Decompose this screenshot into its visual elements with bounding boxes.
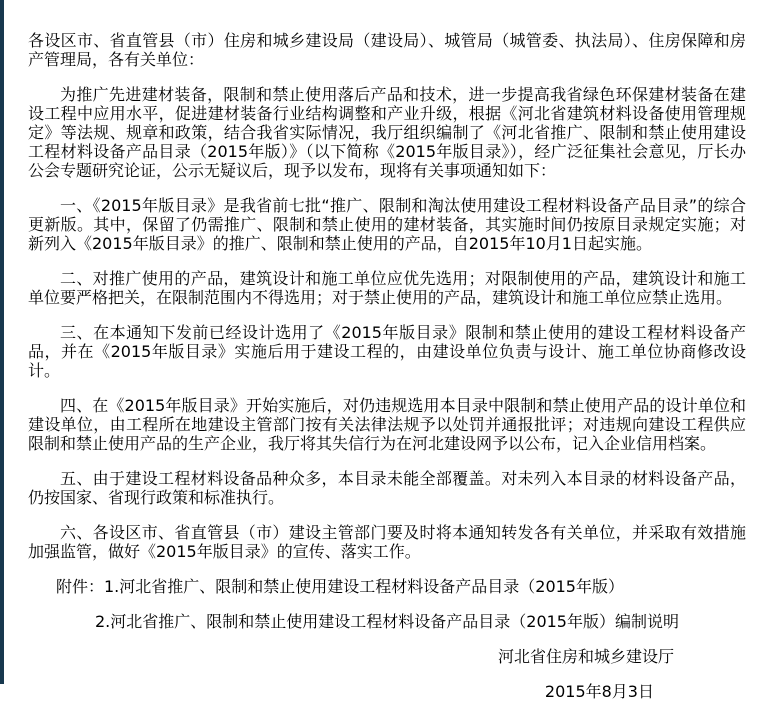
intro-paragraph: 为推广先进建材装备，限制和禁止使用落后产品和技术，进一步提高我省绿色环保建材装备在建设工程中应用水平，促进建材装备行业结构调整和产业升级，根据《河北省建筑材料设备使用管理规定》等法规、规章和政策，结合我省实际情况，我厅组织编制了《河北省推广、限制和禁止使用建设工程材料设备产品目录（2015年版）》（以下简称《2015年版目录》），经广泛征集社会意见，厅长办公会专题研究论证，公示无疑议后，现予以发布，现将有关事项通知如下： bbox=[28, 85, 746, 180]
notice-item-6: 六、各设区市、省直管县（市）建设主管部门要及时将本通知转发各有关单位，并采取有效措施加强监管，做好《2015年版目录》的宣传、落实工作。 bbox=[28, 523, 746, 561]
attachment-line-1: 附件：1.河北省推广、限制和禁止使用建设工程材料设备产品目录（2015年版） bbox=[56, 577, 624, 596]
notice-item-1: 一、《2015年版目录》是我省前七批“推广、限制和淘汰使用建设工程材料设备产品目录”的综合更新版。其中，保留了仍需推广、限制和禁止使用的建材装备，其实施时间仍按原目录规定实施；对新列入《2015年版目录》的推广、限制和禁止使用的产品，自2015年10月1日起实施。 bbox=[28, 196, 746, 253]
issuer-signature: 河北省住房和城乡建设厅 bbox=[497, 647, 674, 666]
notice-item-2: 二、对推广使用的产品，建筑设计和施工单位应优先选用；对限制使用的产品，建筑设计和施工单位要严格把关，在限制范围内不得选用；对于禁止使用的产品，建筑设计和施工单位应禁止选用。 bbox=[28, 269, 746, 307]
issue-date: 2015年8月3日 bbox=[544, 682, 654, 701]
attachment-line-2: 2.河北省推广、限制和禁止使用建设工程材料设备产品目录（2015年版）编制说明 bbox=[95, 612, 679, 631]
notice-item-4: 四、在《2015年版目录》开始实施后，对仍违规选用本目录中限制和禁止使用产品的设计单位和建设单位，由工程所在地建设主管部门按有关法律法规予以处罚并通报批评；对违规向建设工程供应限制和禁止使用产品的生产企业，我厅将其失信行为在河北建设网予以公布，记入企业信用档案。 bbox=[28, 396, 746, 453]
notice-item-5: 五、由于建设工程材料设备品种众多，本目录未能全部覆盖。对未列入本目录的材料设备产品，仍按国家、省现行政策和标准执行。 bbox=[28, 469, 746, 507]
notice-item-3: 三、在本通知下发前已经设计选用了《2015年版目录》限制和禁止使用的建设工程材料设备产品，并在《2015年版目录》实施后用于建设工程的，由建设单位负责与设计、施工单位协商修改设计。 bbox=[28, 323, 746, 380]
salutation: 各设区市、省直管县（市）住房和城乡建设局（建设局）、城管局（城管委、执法局）、住房保障和房产管理局，各有关单位： bbox=[28, 31, 746, 69]
